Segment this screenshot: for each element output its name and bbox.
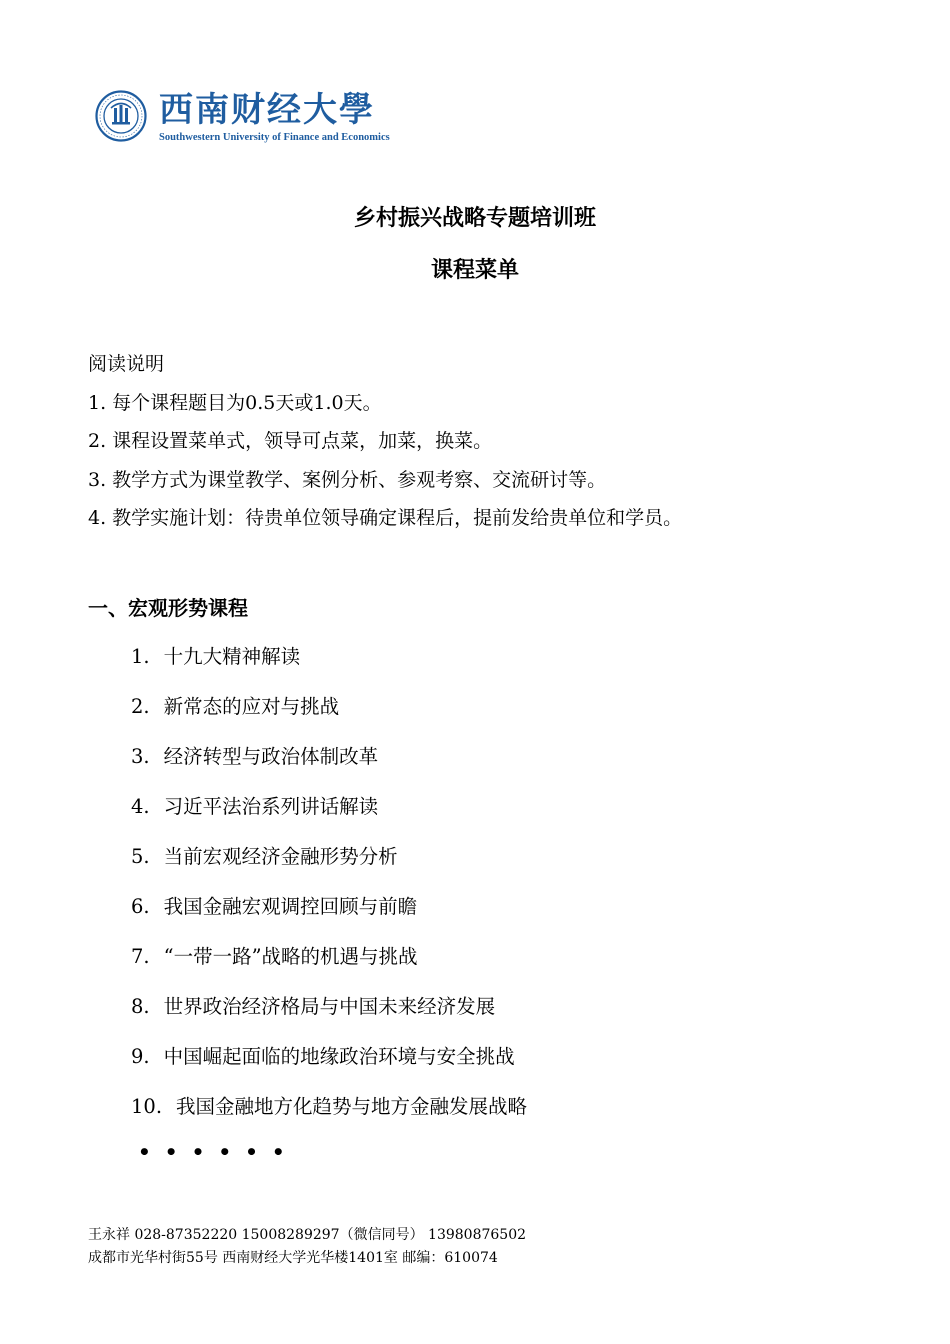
reading-notes <box>88 345 682 538</box>
reading-note-item: 2. 课程设置菜单式，领导可点菜，加菜，换菜。 <box>88 430 493 452</box>
course-title: 我国金融宏观调控回顾与前瞻 <box>163 895 418 918</box>
footer <box>88 1224 526 1270</box>
course-title: 习近平法治系列讲话解读 <box>163 795 379 818</box>
course-title: 经济转型与政治体制改革 <box>163 745 379 768</box>
university-logo <box>95 88 415 150</box>
reading-note-item: 4. 教学实施计划：待贵单位领导确定课程后，提前发给贵单位和学员。 <box>88 507 683 529</box>
course-number: 10. <box>131 1095 163 1118</box>
course-item <box>131 1038 527 1088</box>
course-item <box>131 788 527 838</box>
course-number: 9. <box>131 1045 150 1068</box>
course-number: 3. <box>131 745 150 768</box>
course-item <box>131 638 527 688</box>
course-item <box>131 688 527 738</box>
footer-address: 成都市光华村街55号 西南财经大学光华楼1401室 邮编：610074 <box>88 1250 498 1266</box>
course-title: 我国金融地方化趋势与地方金融发展战略 <box>176 1095 528 1118</box>
reading-note-item: 3. 教学方式为课堂教学、案例分析、参观考察、交流研讨等。 <box>88 468 607 491</box>
course-number: 6. <box>131 895 150 918</box>
page-title: 乡村振兴战略专题培训班 <box>353 206 596 231</box>
course-title: 十九大精神解读 <box>163 645 301 668</box>
course-number: 4. <box>131 795 150 818</box>
course-title: 中国崛起面临的地缘政治环境与安全挑战 <box>163 1045 515 1068</box>
page-subtitle: 课程菜单 <box>430 258 519 283</box>
course-title: 当前宏观经济金融形势分析 <box>163 845 398 868</box>
university-seal-icon <box>95 90 147 142</box>
course-item <box>131 938 527 988</box>
reading-note-item: 1. 每个课程题目为0.5天或1.0天。 <box>88 391 382 414</box>
course-title: 新常态的应对与挑战 <box>163 695 340 718</box>
reading-notes-heading: 阅读说明 <box>88 353 165 375</box>
course-number: 1. <box>131 645 150 668</box>
course-number: 8. <box>131 995 150 1018</box>
course-number: 5. <box>131 845 150 868</box>
course-item <box>131 888 527 938</box>
course-item <box>131 988 527 1038</box>
logo-chinese-name: 西南财经大學 <box>159 90 375 130</box>
course-number: 7. <box>131 945 150 968</box>
course-item <box>131 1088 527 1138</box>
course-title: 世界政治经济格局与中国未来经济发展 <box>163 995 496 1018</box>
footer-contact: 王永祥 028-87352220 15008289297（微信同号） 13980876502 <box>88 1227 527 1243</box>
course-list <box>131 638 527 1138</box>
logo-english-name: Southwestern University of Finance and Economics <box>159 132 390 143</box>
section-heading-macro: 一、宏观形势课程 <box>88 596 248 620</box>
course-title: “一带一路”战略的机遇与挑战 <box>163 945 418 968</box>
course-number: 2. <box>131 695 150 718</box>
course-item <box>131 838 527 888</box>
ellipsis-dots: •••••• <box>138 1140 299 1164</box>
course-item <box>131 738 527 788</box>
